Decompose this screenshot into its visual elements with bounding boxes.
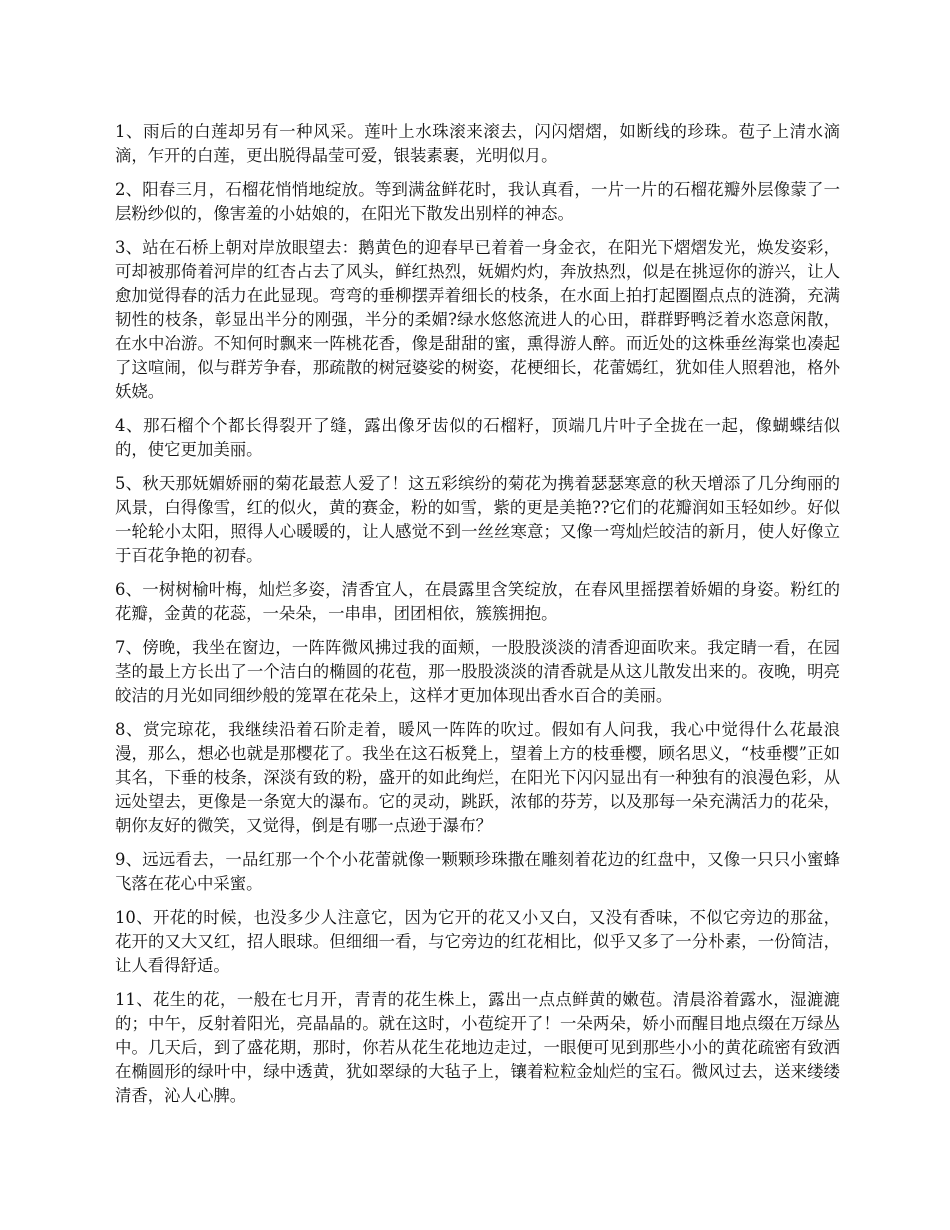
paragraph-3: 3、站在石桥上朝对岸放眼望去：鹅黄色的迎春早已着着一身金衣，在阳光下熠熠发光，焕发姿彩，可却被那倚着河岸的红杏占去了风头，鲜红热烈，妩媚灼灼，奔放热烈，似是在挑逗你的游兴，让人愈加觉得春的活力在此显现。弯弯的垂柳摆弄着细长的枝条，在水面上拍打起圈圈点点的涟漪，充满韧性的枝条，彰显出半分的刚强，半分的柔媚?绿水悠悠流进人的心田，群群野鸭泛着水恣意闲散，在水中冶游。不知何时飘来一阵桃花香，像是甜甜的蜜，熏得游人醉。而近处的这株垂丝海棠也凑起了这喧闹，似与群芳争春，那疏散的树冠婆娑的树姿，花梗细长，花蕾嫣红，犹如佳人照碧池，格外妖娆。 — [115, 238, 840, 401]
paragraph-4: 4、那石榴个个都长得裂开了缝，露出像牙齿似的石榴籽，顶端几片叶子全拢在一起，像蝴蝶结似的，使它更加美丽。 — [115, 416, 840, 459]
paragraph-2: 2、阳春三月，石榴花悄悄地绽放。等到满盆鲜花时，我认真看，一片一片的石榴花瓣外层像蒙了一层粉纱似的，像害羞的小姑娘的，在阳光下散发出别样的神态。 — [115, 180, 840, 223]
document-body — [115, 120, 840, 1118]
paragraph-10: 10、开花的时候，也没多少人注意它，因为它开的花又小又白，又没有香味，不似它旁边的那盆，花开的又大又红，招人眼球。但细细一看，与它旁边的红花相比，似乎又多了一分朴素，一份简洁，让人看得舒适。 — [115, 908, 840, 975]
paragraph-9: 9、远远看去，一品红那一个个小花蕾就像一颗颗珍珠撒在雕刻着花边的红盘中，又像一只只小蜜蜂飞落在花心中采蜜。 — [115, 850, 840, 893]
paragraph-5: 5、秋天那妩媚娇丽的菊花最惹人爱了！这五彩缤纷的菊花为携着瑟瑟寒意的秋天增添了几分绚丽的风景，白得像雪，红的似火，黄的赛金，粉的如雪，紫的更是美艳??它们的花瓣润如玉轻如纱。好似一轮轮小太阳，照得人心暖暖的，让人感觉不到一丝丝寒意；又像一弯灿烂皎洁的新月，使人好像立于百花争艳的初春。 — [115, 474, 840, 565]
paragraph-7: 7、傍晚，我坐在窗边，一阵阵微风拂过我的面颊，一股股淡淡的清香迎面吹来。我定睛一看，在园茎的最上方长出了一个洁白的椭圆的花苞，那一股股淡淡的清香就是从这儿散发出来的。夜晚，明亮皎洁的月光如同细纱般的笼罩在花朵上，这样才更加体现出香水百合的美丽。 — [115, 638, 840, 705]
paragraph-6: 6、一树树榆叶梅，灿烂多姿，清香宜人，在晨露里含笑绽放，在春风里摇摆着娇媚的身姿。粉红的花瓣，金黄的花蕊，一朵朵，一串串，团团相依，簇簇拥抱。 — [115, 580, 840, 623]
paragraph-1: 1、雨后的白莲却另有一种风采。莲叶上水珠滚来滚去，闪闪熠熠，如断线的珍珠。苞子上清水滴滴，乍开的白莲，更出脱得晶莹可爱，银装素裹，光明似月。 — [115, 122, 840, 165]
paragraph-8: 8、赏完琼花，我继续沿着石阶走着，暖风一阵阵的吹过。假如有人问我，我心中觉得什么花最浪漫，那么，想必也就是那樱花了。我坐在这石板凳上，望着上方的枝垂樱，顾名思义，“枝垂樱”正如其名，下垂的枝条，深淡有致的粉，盛开的如此绚烂，在阳光下闪闪显出有一种独有的浪漫色彩，从远处望去，更像是一条宽大的瀑布。它的灵动，跳跃，浓郁的芬芳，以及那每一朵充满活力的花朵，朝你友好的微笑，又觉得，倒是有哪一点逊于瀑布？ — [115, 720, 840, 835]
paragraph-11: 11、花生的花，一般在七月开，青青的花生株上，露出一点点鲜黄的嫩苞。清晨浴着露水，湿漉漉的；中午，反射着阳光，亮晶晶的。就在这时，小苞绽开了！一朵两朵，娇小而醒目地点缀在万绿丛中。几天后，到了盛花期，那时，你若从花生花地边走过，一眼便可见到那些小小的黄花疏密有致洒在椭圆形的绿叶中，绿中透黄，犹如翠绿的大毡子上，镶着粒粒金灿烂的宝石。微风过去，送来缕缕清香，沁人心脾。 — [115, 990, 840, 1105]
